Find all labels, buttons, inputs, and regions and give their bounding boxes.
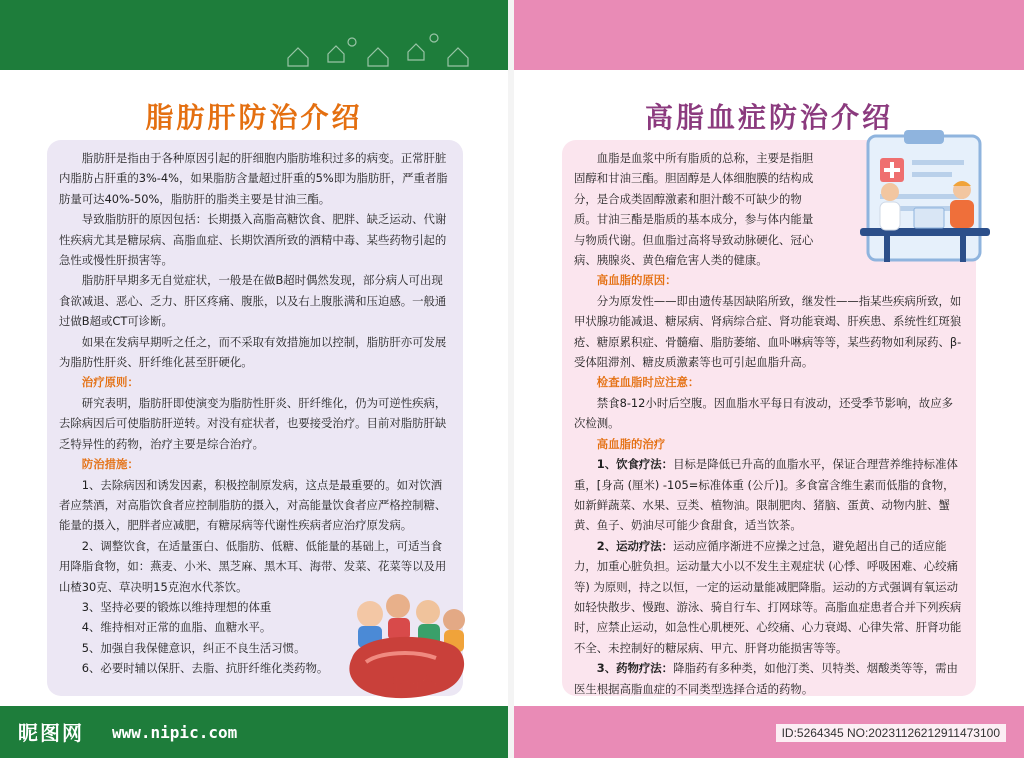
paragraph: 导致脂肪肝的原因包括：长期摄入高脂高糖饮食、肥胖、缺乏运动、代谢性疾病尤其是糖尿病、高脂血症、长期饮酒所致的酒精中毒、某些药物引起的急性或慢性肝损害等。	[59, 212, 447, 268]
paragraph: 研究表明，脂肪肝即使演变为脂肪性肝炎、肝纤维化，仍为可逆性疾病，去除病因后可使脂肪肝逆转。对没有症状者，也要接受治疗。目前对脂肪肝缺乏特异性的药物，治疗主要是综合治疗。	[59, 395, 447, 451]
paragraph	[574, 454, 964, 536]
subheading: 1、饮食疗法：	[596, 457, 674, 472]
paragraph-text: 目标是降低已升高的血脂水平，保证合理营养维持标准体重，[身高 (厘米) -105=标准体重 (公斤)]。多食富含维生素而低脂的食物，如新鲜蔬菜、水果、豆类、植物油。限制肥肉、猪脑、蛋黄、动物内脏、蟹黄、鱼子、奶油尽可能少食甜食，适当饮茶。	[574, 457, 958, 533]
paragraph: 分为原发性——即由遗传基因缺陷所致，继发性——指某些疾病所致，如甲状腺功能减退、糖尿病、肾病综合症、肾功能衰竭、肝疾患、系统性红斑狼疮、糖原累积症、骨髓瘤、脂肪萎缩、血卟啉病等等，某些药物如利尿药、β-受体阻滞剂、糖皮质激素等也可引起血脂升高。	[574, 293, 962, 370]
paragraph: 5、加强自我保健意识，纠正不良生活习惯。	[81, 640, 306, 655]
paragraph-text: 运动应循序渐进不应操之过急，避免超出自己的适应能力，加重心脏负担。运动量大小以不发生主观症状 (心悸、呼吸困难、心绞痛等) 为原则，持之以恒，一定的运动量能减肥降脂。运动的方式强调有氧运动如轻快散步、慢跑、游泳、骑自行车、打网球等。高脂血症患者合并下列疾病时，应禁止运动，如急性心肌梗死、心绞痛、心力衰竭、心律失常、肝肾功能不全、未控制好的糖尿病、甲亢、肝肾功能损害等等。	[574, 538, 962, 655]
section-heading: 高血脂的原因：	[596, 273, 677, 288]
liver-illustration-icon	[340, 592, 480, 708]
section-heading: 检查血脂时应注意：	[596, 375, 700, 390]
paragraph: 4、维持相对正常的血脂、血糖水平。	[81, 620, 272, 635]
right-panel	[514, 0, 1024, 758]
paragraph: 1、去除病因和诱发因素，积极控制原发病，这点是最重要的。如对饮酒者应禁酒，对高脂饮食者应控制脂肪的摄入，对高能量饮食者应严格控制糖、能量的摄入，肥胖者应减肥，有糖尿病等代谢性疾病者应治疗原发病。	[59, 477, 447, 533]
paragraph: 6、必要时辅以保肝、去脂、抗肝纤维化类药物。	[81, 661, 329, 676]
liver-label: 肝损伤	[383, 674, 437, 694]
paragraph: 3、坚持必要的锻炼以维持理想的体重	[81, 599, 272, 614]
brand-logo: 昵图网	[18, 721, 84, 745]
paragraph: 脂肪肝早期多无自觉症状，一般是在做B超时偶然发现，部分病人可出现食欲减退、恶心、乏力、肝区疼痛、腹胀，以及右上腹胀满和压迫感。一般通过做B超或CT可诊断。	[59, 273, 447, 329]
doctor-consultation-icon	[850, 128, 998, 272]
paragraph: 血脂是血浆中所有脂质的总称，主要是指胆固醇和甘油三酯。胆固醇是人体细胞膜的结构成分，是合成类固醇激素和胆汁酸不可缺少的物质。甘油三酯是脂质的基本成分，参与体内能量与物质代谢。但血脂过高将导致动脉硬化、冠心病、胰腺炎、黄色瘤危害人类的健康。	[574, 151, 814, 268]
paragraph	[574, 536, 964, 658]
page-title: 高脂血症防治介绍	[644, 101, 893, 134]
bottom-band	[514, 706, 1024, 758]
paragraph-text: 降脂药有多种类，如他汀类、贝特类、烟酸类等等，需由医生根据高脂血症的不同类型选择合适的药物。	[574, 661, 958, 696]
page-title: 脂肪肝防治介绍	[145, 101, 363, 134]
subheading: 2、运动疗法：	[596, 538, 674, 553]
paragraph: 如果在发病早期听之任之，而不采取有效措施加以控制，脂肪肝亦可发展为脂肪性肝炎、肝纤维化甚至肝硬化。	[59, 334, 447, 370]
top-band	[0, 0, 508, 70]
image-id-badge: ID:5264345 NO:20231126212911473100	[776, 724, 1006, 742]
paragraph: 禁食8-12小时后空腹。因血脂水平每日有波动，还受季节影响，故应多次检测。	[574, 395, 953, 431]
subheading: 3、药物疗法：	[596, 661, 674, 676]
section-heading: 防治措施：	[81, 457, 139, 472]
brand-url: www.nipic.com	[112, 723, 238, 742]
section-heading: 高血脂的治疗	[596, 436, 666, 451]
section-heading: 治疗原则：	[81, 375, 139, 390]
house-pattern-icon	[278, 28, 488, 68]
paragraph: 脂肪肝是指由于各种原因引起的肝细胞内脂肪堆积过多的病变。正常肝脏内脂肪占肝重的3%-4%，如果脂肪含量超过肝重的5%即为脂肪肝，严重者脂肪量可达40%-50%，脂肪肝的脂类主要是甘油三酯。	[59, 151, 448, 206]
top-band	[514, 0, 1024, 70]
bottom-band	[0, 706, 508, 758]
paragraph	[574, 658, 964, 699]
left-panel	[0, 0, 508, 758]
paragraph: 2、调整饮食，在适量蛋白、低脂肪、低糖、低能量的基础上，可适当食用降脂食物，如：燕麦、小米、黑芝麻、黑木耳、海带、发菜、花菜等以及用山楂30克、草决明15克泡水代茶饮。	[59, 538, 447, 594]
